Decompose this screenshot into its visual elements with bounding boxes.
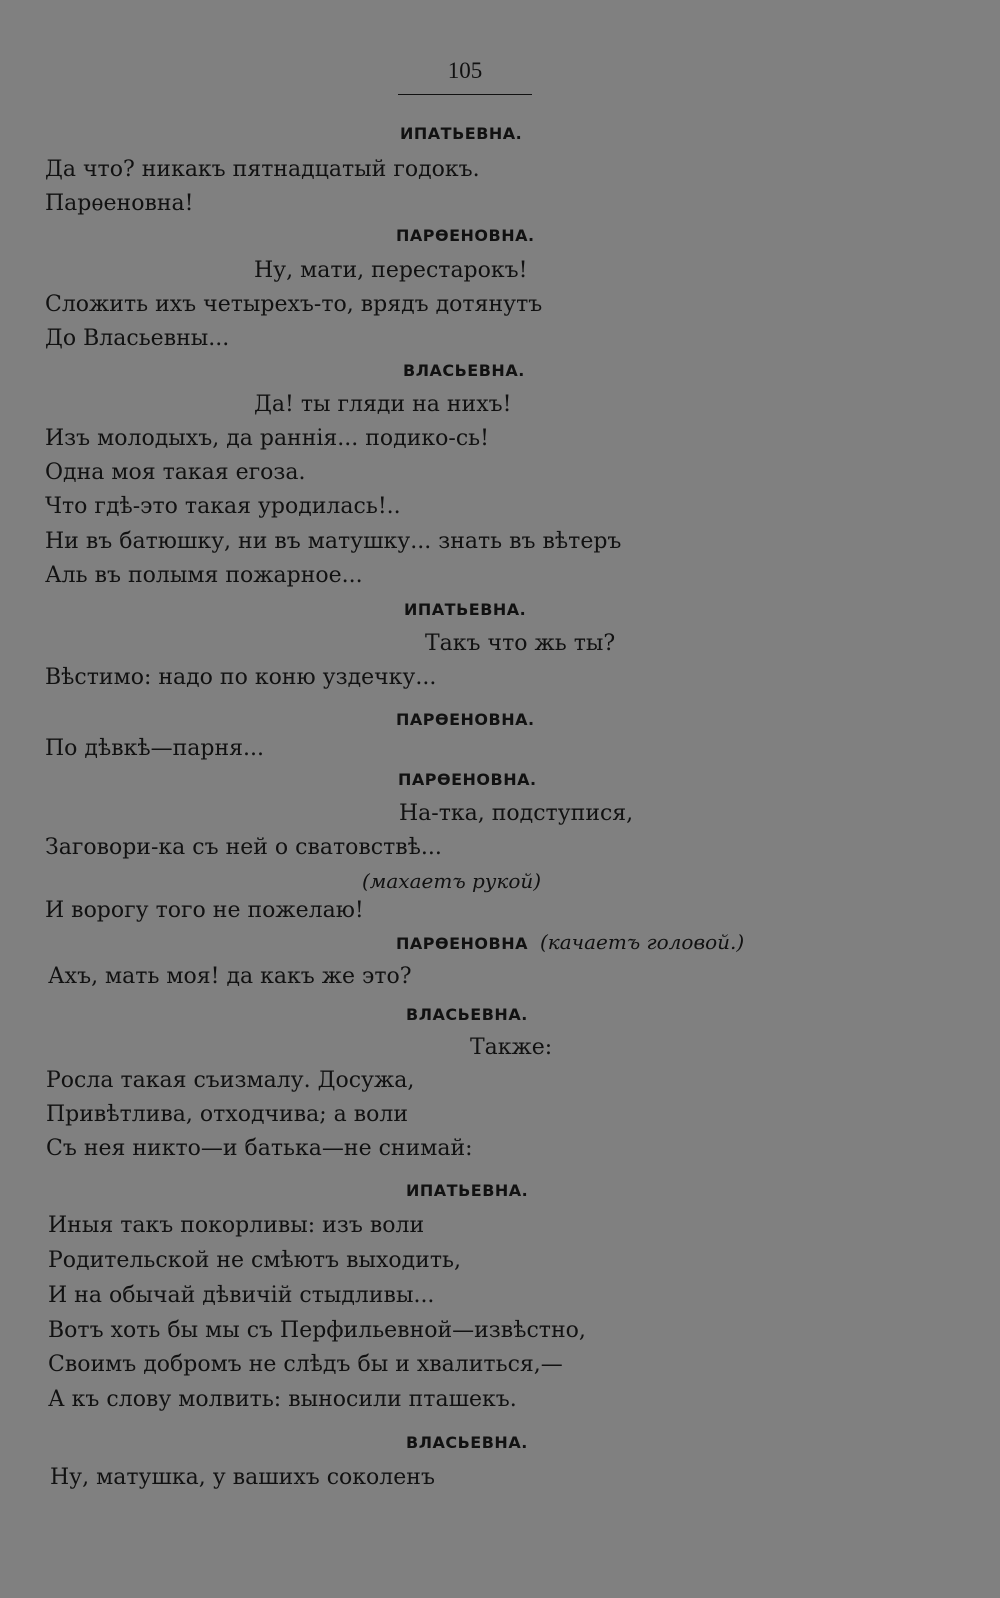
speaker-heading: ВЛАСЬЕВНА. — [406, 1433, 528, 1452]
verse-line: Да что? никакъ пятнадцатый годокъ. — [45, 157, 480, 182]
stage-direction: (качаетъ головой.) — [540, 930, 745, 954]
speaker-heading: ПАРѲЕНОВНА. — [398, 770, 537, 789]
verse-line: Такъ что жь ты? — [425, 631, 616, 656]
verse-line: На-тка, подступися, — [399, 801, 634, 826]
speaker-heading: ИПАТЬЕВНА. — [404, 600, 527, 619]
speaker-heading — [396, 932, 744, 954]
verse-line: Одна моя такая егоза. — [45, 460, 306, 485]
speaker-name: ПАРѲЕНОВНА — [396, 934, 528, 953]
speaker-heading: ВЛАСЬЕВНА. — [403, 361, 525, 380]
stage-direction: (махаетъ рукой) — [362, 869, 542, 893]
speaker-heading: ПАРѲЕНОВНА. — [396, 226, 535, 245]
page-number-rule — [398, 94, 532, 95]
verse-line: Родительской не смѣютъ выходить, — [48, 1248, 461, 1273]
verse-line: И на обычай дѣвичій стыдливы... — [48, 1283, 435, 1308]
verse-line: Росла такая съизмалу. Досужа, — [46, 1068, 415, 1093]
verse-line: Ни въ батюшку, ни въ матушку... знать въ вѣтеръ — [45, 529, 622, 554]
verse-line: Сложить ихъ четырехъ-то, врядъ дотянутъ — [45, 292, 543, 317]
speaker-heading: ВЛАСЬЕВНА. — [406, 1005, 528, 1024]
verse-line: Аль въ полымя пожарное... — [45, 563, 363, 588]
verse-line: И ворогу того не пожелаю! — [45, 898, 364, 923]
verse-line: Парѳеновна! — [45, 191, 194, 216]
verse-line: Вотъ хоть бы мы съ Перфильевной—извѣстно, — [48, 1318, 586, 1343]
verse-line: До Власьевны... — [45, 326, 230, 351]
verse-line: Вѣстимо: надо по коню уздечку... — [45, 665, 437, 690]
verse-line: Привѣтлива, отходчива; а воли — [46, 1102, 408, 1127]
verse-line: Своимъ добромъ не слѣдъ бы и хвалиться,— — [48, 1352, 563, 1377]
page-number: 105 — [447, 58, 483, 83]
verse-line: Да! ты гляди на нихъ! — [254, 392, 512, 417]
verse-line: Заговори-ка съ ней о сватовствѣ... — [45, 835, 442, 860]
speaker-heading: ПАРѲЕНОВНА. — [396, 710, 535, 729]
speaker-heading: ИПАТЬЕВНА. — [406, 1181, 529, 1200]
verse-line: Также: — [470, 1035, 553, 1060]
verse-line: Ну, матушка, у вашихъ соколенъ — [50, 1465, 435, 1490]
verse-line: По дѣвкѣ—парня... — [45, 736, 265, 761]
verse-line: Ну, мати, перестарокъ! — [254, 258, 528, 283]
verse-line: А къ слову молвить: выносили пташекъ. — [48, 1387, 517, 1412]
verse-line: Изъ молодыхъ, да раннія... подико-сь! — [45, 426, 489, 451]
verse-line: Что гдѣ-это такая уродилась!.. — [45, 494, 401, 519]
verse-line: Ахъ, мать моя! да какъ же это? — [48, 964, 412, 989]
verse-line: Иныя такъ покорливы: изъ воли — [48, 1213, 425, 1238]
verse-line: Съ нея никто—и батька—не снимай: — [46, 1136, 473, 1161]
speaker-heading: ИПАТЬЕВНА. — [400, 124, 523, 143]
